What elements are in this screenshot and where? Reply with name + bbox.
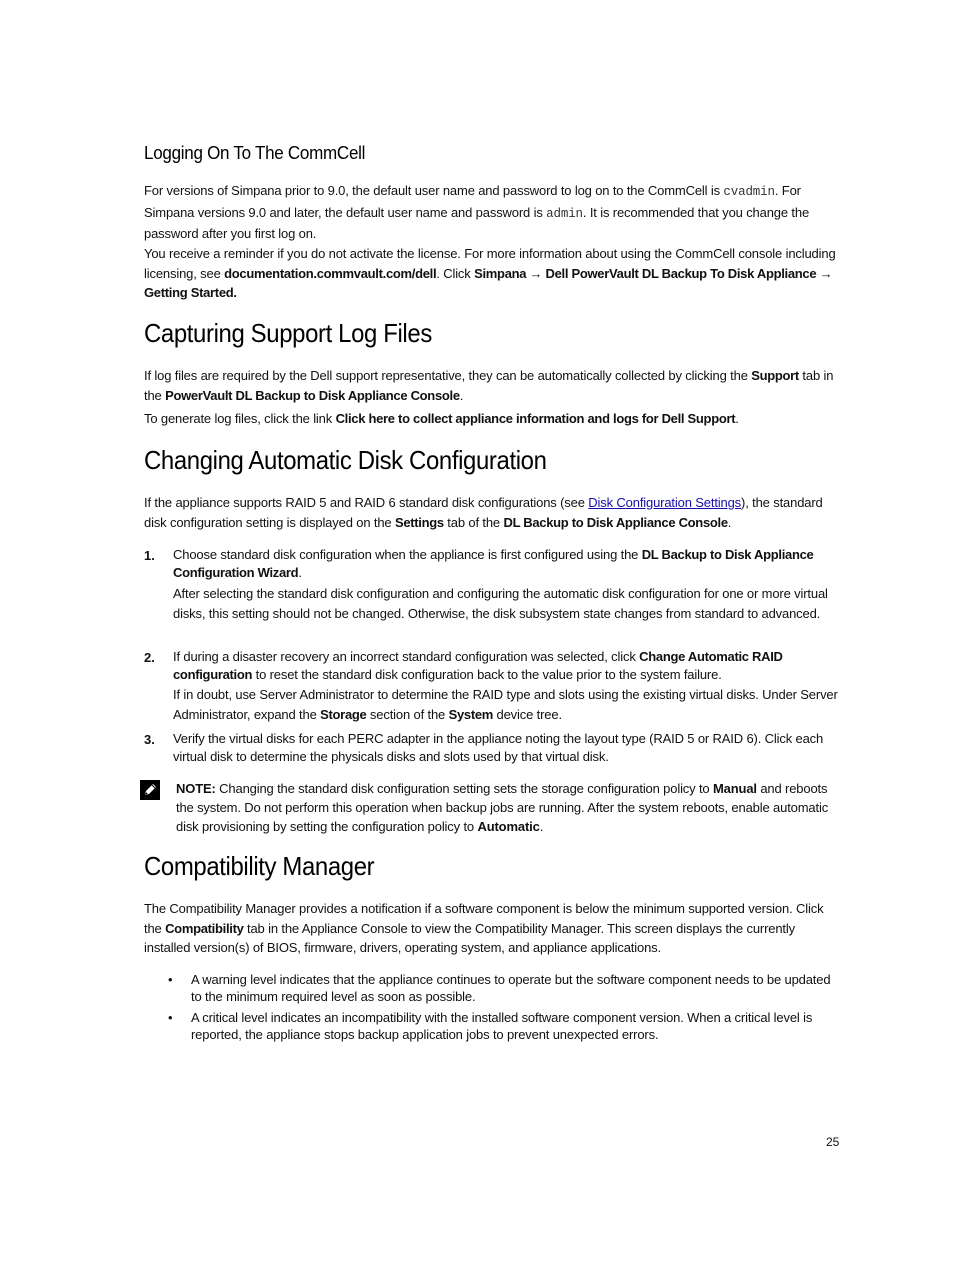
step-1-detail: After selecting the standard disk configuration and configuring the automatic disk configuration for one or more virtual disks, this setting should not be changed. Otherwise, the disk subsystem state changes from standard to advanced. [173, 586, 828, 621]
note-pencil-icon [140, 780, 160, 800]
paragraph-license-reminder: You receive a reminder if you do not activate the license. For more information about using the CommCell console including licensing, see documentation.commvault.com/dell. Click Simpana → Dell PowerVault DL Backup To Disk Appliance → Getting Started. [144, 246, 836, 301]
paragraph-generate-logs: To generate log files, click the link Click here to collect appliance information and logs for Dell Support. [144, 411, 739, 426]
collect-logs-link-text: Click here to collect appliance information and logs for Dell Support [335, 411, 736, 426]
manual-policy: Manual [712, 781, 757, 796]
documentation-url: documentation.commvault.com/dell [224, 265, 437, 281]
bullet-warning-level: A warning level indicates that the appliance continues to operate but the software component needs to be updated to the minimum required level as soon as possible. [191, 972, 831, 1004]
heading-capturing-support-log-files: Capturing Support Log Files [144, 318, 432, 348]
change-raid-action: Change Automatic RAID configuration [173, 649, 783, 682]
note-label: NOTE: [176, 781, 216, 796]
wizard-name: DL Backup to Disk Appliance Configuration Wizard [173, 547, 814, 580]
support-tab-name: Support [751, 368, 799, 383]
paragraph-logon-credentials: For versions of Simpana prior to 9.0, the default user name and password to log on to the CommCell is cvadmin. For Simpana versions 9.0 and later, the default user name and password is admin. It is recommended that you change the password after you first log on. [144, 183, 810, 242]
step-2-text: If during a disaster recovery an incorrect standard configuration was selected, click Change Automatic RAID configuration to reset the standard disk configuration back to the value prior to the system failure. [173, 649, 783, 682]
step-number-3: 3. [144, 732, 155, 747]
paragraph-support-tab: If log files are required by the Dell support representative, they can be automatically collected by clicking the Support tab in the PowerVault DL Backup to Disk Appliance Console. [144, 368, 834, 403]
heading-changing-automatic-disk-configuration: Changing Automatic Disk Configuration [144, 445, 547, 475]
step-3-text: Verify the virtual disks for each PERC adapter in the appliance noting the layout type (RAID 5 or RAID 6). Click each virtual disk to determine the physicals disks and slots used by that virtual disk. [173, 731, 824, 764]
paragraph-disk-config-intro: If the appliance supports RAID 5 and RAID 6 standard disk configurations (see Disk Configuration Settings), the standard disk configuration setting is displayed on the Settings tab of the DL Backup to Disk Appliance Console. [144, 495, 823, 530]
paragraph-compatibility-intro: The Compatibility Manager provides a notification if a software component is below the minimum supported version. Click the Compatibility tab in the Appliance Console to view the Compatibility Manager. This screen displays the currently installed version(s) of BIOS, firmware, drivers, operating system, and appliance applications. [144, 901, 824, 956]
code-admin: admin [546, 206, 583, 221]
heading-compatibility-manager: Compatibility Manager [144, 851, 375, 881]
bullet-marker: • [168, 1010, 173, 1025]
step-number-2: 2. [144, 650, 155, 665]
step-number-1: 1. [144, 548, 155, 563]
step-2-detail: If in doubt, use Server Administrator to determine the RAID type and slots using the existing virtual disks. Under Server Administrator, expand the Storage section of the System device tree. [173, 687, 838, 722]
disk-configuration-settings-link[interactable]: Disk Configuration Settings [588, 495, 742, 510]
heading-logging-on: Logging On To The CommCell [144, 142, 366, 163]
code-cvadmin: cvadmin [723, 185, 775, 199]
bullet-marker: • [168, 972, 173, 987]
storage-section-name: Storage [320, 706, 367, 722]
step-1-text: Choose standard disk configuration when the appliance is first configured using the DL Backup to Disk Appliance Configuration Wizard. [173, 547, 814, 580]
compatibility-tab-name: Compatibility [165, 920, 244, 936]
page-number: 25 [826, 1135, 840, 1149]
bullet-critical-level: A critical level indicates an incompatibility with the installed software component version. When a critical level is reported, the appliance stops backup application jobs to prevent unexpected errors. [191, 1010, 813, 1042]
console-name: DL Backup to Disk Appliance Console [503, 514, 728, 530]
console-name: PowerVault DL Backup to Disk Appliance Console [165, 387, 460, 403]
note-text: NOTE: Changing the standard disk configuration setting sets the storage configuration policy to Manual and reboots the system. Do not perform this operation when backup jobs are running. After the system reboots, enable automatic disk provisioning by setting the configuration policy to Automatic. [176, 781, 829, 835]
system-tree-name: System [448, 706, 494, 722]
settings-tab-name: Settings [394, 514, 444, 530]
menu-path: Simpana → Dell PowerVault DL Backup To Disk Appliance → Getting Started. [144, 265, 833, 301]
automatic-policy: Automatic [477, 819, 540, 835]
